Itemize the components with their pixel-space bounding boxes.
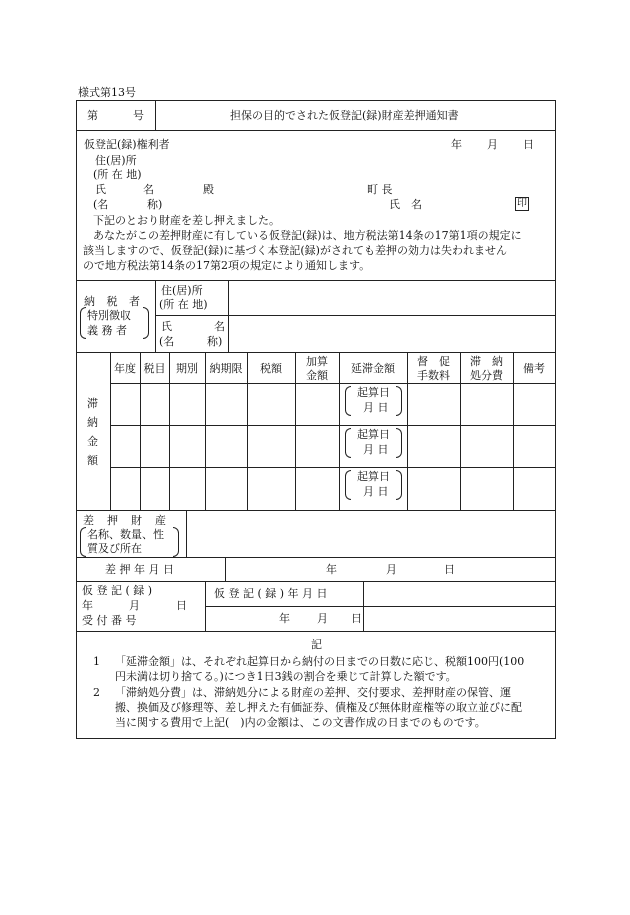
right-holder-label: 仮登記(録)権利者 (84, 138, 170, 151)
provisional-label-year: 年 (82, 599, 93, 612)
note-1-line-2: 円未満は切り捨てる。)につき1日3銭の割合を乗じて計算した額です。 (115, 670, 457, 683)
notice-month: 月 (487, 138, 498, 151)
col-surcharge-1: 加算 (306, 355, 328, 368)
address-label: 住(居)所 (95, 154, 137, 167)
col-late-fee: 延滞金額 (351, 362, 395, 375)
honorific: 殿 (203, 183, 214, 196)
notice-line-3: 該当しますので、仮登記(録)に基づく本登記(録)がされても差押の効力は失われません (83, 244, 507, 257)
location-label: (所 在 地) (93, 168, 142, 181)
mayor-name-label: 氏 (389, 198, 400, 211)
col-surcharge-2: 金額 (306, 369, 328, 382)
start-date-md-3: 月 日 (363, 485, 389, 498)
frame-bottom (76, 738, 556, 739)
note-1-line-1: 「延滞金額」は、それぞれ起算日から納付の日までの日数に応じ、税額100円(100 (115, 655, 525, 668)
taxpayer-name-label-2: 名 (214, 320, 225, 333)
frame-right (555, 100, 556, 739)
col-reminder-1: 督 促 (417, 355, 450, 368)
col-remarks: 備考 (523, 362, 545, 375)
taxpayer-location-label: (所 在 地) (159, 298, 208, 311)
document-title: 担保の目的でされた仮登記(録)財産差押通知書 (230, 109, 459, 122)
col-disposal-2: 処分費 (470, 369, 503, 382)
note-2-line-3: 当に関する費用で上記( )内の金額は、この文書作成の日までのものです。 (115, 716, 486, 729)
col-tax-item: 税目 (143, 362, 166, 375)
col-disposal-1: 滞 納 (470, 355, 503, 368)
seal-mark: 印 (517, 198, 527, 209)
notice-line-1: 下記のとおり財産を差し押えました。 (93, 214, 280, 227)
seizure-day: 日 (444, 563, 455, 576)
note-1-number: 1 (93, 655, 100, 668)
form-number: 様式第13号 (78, 86, 136, 99)
note-2-number: 2 (93, 686, 100, 699)
appellation-label: (名 (93, 198, 109, 211)
name-label-2: 名 (143, 183, 154, 196)
start-date-md-1: 月 日 (363, 401, 389, 414)
taxpayer-address-label: 住(居)所 (161, 284, 203, 297)
appellation-label-2: 称) (147, 198, 163, 211)
notice-line-4: ので地方税法第14条の17第2項の規定により通知します。 (83, 259, 371, 272)
arrears-side-label-3: 金 (87, 435, 98, 448)
arrears-side-label-1: 滞 (87, 397, 98, 410)
provisional-label-1: 仮 登 記 ( 録 ) (82, 584, 153, 597)
seizure-date-label: 差 押 年 月 日 (105, 563, 174, 576)
start-date-label-2: 起算日 (357, 428, 390, 441)
taxpayer-appellation-label-2: 称) (207, 335, 223, 348)
special-collector-label-2: 義 務 者 (87, 324, 127, 337)
header-go: 号 (133, 109, 144, 122)
notes-heading: 記 (311, 638, 322, 651)
col-due-date: 納期限 (209, 362, 243, 375)
special-collector-label-1: 特別徴収 (87, 309, 131, 322)
name-label: 氏 (95, 183, 106, 196)
col-period: 期別 (176, 362, 198, 375)
mayor-name-label-2: 名 (411, 198, 422, 211)
provisional-year: 年 (279, 612, 290, 625)
start-date-md-2: 月 日 (363, 443, 389, 456)
start-date-label-1: 起算日 (357, 386, 390, 399)
note-2-line-2: 搬、換価及び修理等、差し押えた有価証券、債権及び無体財産権等の取立並びに配 (115, 701, 522, 714)
seized-property-label: 差 押 財 産 (83, 514, 167, 527)
frame-left (76, 100, 77, 739)
seizure-year: 年 (326, 563, 337, 576)
provisional-date-label: 仮 登 記 ( 録 ) 年 月 日 (214, 587, 328, 600)
taxpayer-label: 納 税 者 (84, 295, 144, 308)
provisional-label-month: 月 (129, 599, 140, 612)
seizure-month: 月 (386, 563, 397, 576)
arrears-side-label-2: 納 (87, 416, 98, 429)
start-date-label-3: 起算日 (357, 470, 390, 483)
notice-line-2: あなたがこの差押財産に有している仮登記(録)は、地方税法第14条の17第1項の規定に (93, 229, 522, 242)
provisional-label-receipt: 受 付 番 号 (82, 614, 137, 627)
col-reminder-2: 手数料 (417, 369, 450, 382)
arrears-side-label-4: 額 (87, 454, 98, 467)
taxpayer-name-label: 氏 (161, 320, 172, 333)
provisional-day: 日 (351, 612, 362, 625)
seized-property-sub-2: 質及び所在 (87, 542, 142, 555)
note-2-line-1: 「滞納処分費」は、滞納処分による財産の差押、交付要求、差押財産の保管、運 (115, 686, 511, 699)
header-dai: 第 (87, 109, 98, 122)
taxpayer-appellation-label: (名 (159, 335, 175, 348)
provisional-month: 月 (317, 612, 328, 625)
notice-day: 日 (523, 138, 534, 151)
col-year: 年度 (114, 362, 136, 375)
mayor-title: 町 長 (367, 183, 393, 196)
col-tax-amount: 税額 (260, 362, 282, 375)
notice-year: 年 (451, 138, 462, 151)
provisional-label-day: 日 (176, 599, 187, 612)
frame-top (76, 100, 556, 101)
seized-property-sub-1: 名称、数量、性 (87, 528, 164, 541)
